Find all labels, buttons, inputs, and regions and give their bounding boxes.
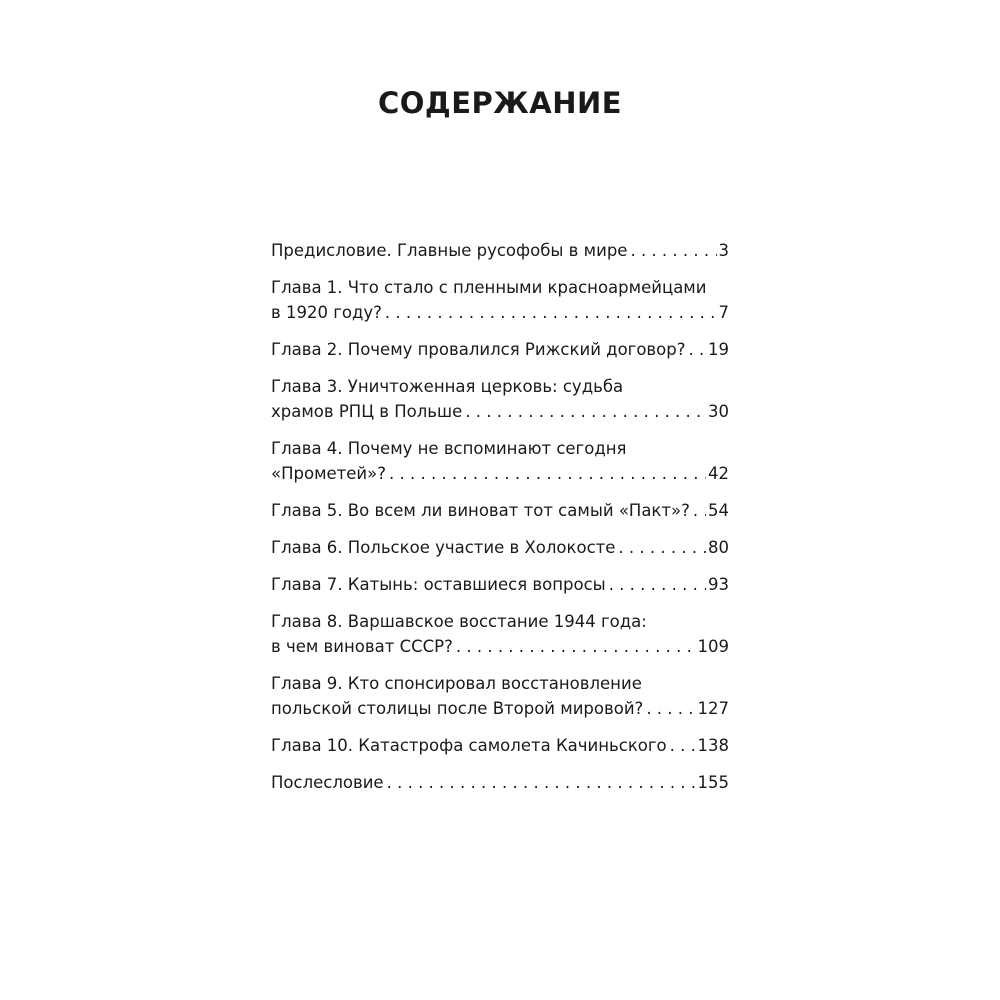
dot-leader — [389, 461, 706, 486]
dot-leader — [385, 300, 717, 325]
toc-entry-line — [271, 300, 729, 325]
dot-leader — [609, 572, 706, 597]
toc-entry-line — [271, 634, 729, 659]
page-number: 54 — [708, 501, 729, 520]
toc-entry — [271, 238, 729, 263]
toc-entry-text: Послесловие — [271, 773, 384, 792]
toc-entry-line — [271, 572, 729, 597]
page-number: 93 — [708, 575, 729, 594]
toc-entry-line — [271, 238, 729, 263]
toc-entry — [271, 498, 729, 523]
toc-entry-line — [271, 374, 729, 399]
toc-entry-text: Глава 4. Почему не вспоминают сегодня — [271, 439, 627, 458]
page-number: 127 — [697, 699, 729, 718]
toc-entry — [271, 770, 729, 795]
toc-entry — [271, 436, 729, 486]
toc-entry-text: Глава 2. Почему провалился Рижский договор? — [271, 340, 686, 359]
toc-entry-text: храмов РПЦ в Польше — [271, 402, 463, 421]
toc-entry-text: Глава 7. Катынь: оставшиеся вопросы — [271, 575, 606, 594]
toc-entry — [271, 671, 729, 721]
dot-leader — [630, 238, 716, 263]
toc-entry-text: в 1920 году? — [271, 303, 382, 322]
toc-entry-text: Предисловие. Главные русофобы в мире — [271, 241, 628, 260]
toc-entry-text: Глава 6. Польское участие в Холокосте — [271, 538, 616, 557]
toc-entry — [271, 535, 729, 560]
page-number: 155 — [697, 773, 729, 792]
toc-entry-line — [271, 399, 729, 424]
toc-entry-line — [271, 535, 729, 560]
page-number: 138 — [697, 736, 729, 755]
toc-entry-line — [271, 461, 729, 486]
toc-entry-line — [271, 770, 729, 795]
page-number: 30 — [708, 402, 729, 421]
toc-entry-line — [271, 609, 729, 634]
page-title: СОДЕРЖАНИЕ — [377, 86, 623, 120]
toc-entry-line — [271, 436, 729, 461]
page-number: 80 — [708, 538, 729, 557]
toc-entry-text: Глава 1. Что стало с пленными красноармейцами — [271, 278, 707, 297]
toc-entry-text: Глава 5. Во всем ли виноват тот самый «Пакт»? — [271, 501, 690, 520]
toc-entry — [271, 572, 729, 597]
toc-entry-text: польской столицы после Второй мировой? — [271, 699, 644, 718]
toc-entry-line — [271, 498, 729, 523]
dot-leader — [693, 498, 706, 523]
page-number: 109 — [697, 637, 729, 656]
dot-leader — [465, 399, 706, 424]
toc-entry-text: «Прометей»? — [271, 464, 387, 483]
toc-entry-text: Глава 3. Уничтоженная церковь: судьба — [271, 377, 624, 396]
dot-leader — [688, 337, 706, 362]
page-number: 7 — [718, 303, 729, 322]
toc-entry — [271, 733, 729, 758]
toc-entry-text: Глава 8. Варшавское восстание 1944 года: — [271, 612, 647, 631]
toc-entry-line — [271, 671, 729, 696]
dot-leader — [387, 770, 696, 795]
dot-leader — [670, 733, 696, 758]
dot-leader — [456, 634, 696, 659]
toc-entry-text: Глава 9. Кто спонсировал восстановление — [271, 674, 642, 693]
toc-entry-line — [271, 337, 729, 362]
page-number: 3 — [718, 241, 729, 260]
toc-entry — [271, 374, 729, 424]
toc-entry — [271, 609, 729, 659]
dot-leader — [618, 535, 706, 560]
toc-entry-text: Глава 10. Катастрофа самолета Качиньского — [271, 736, 667, 755]
toc-entry — [271, 275, 729, 325]
table-of-contents — [271, 238, 729, 807]
toc-entry-line — [271, 275, 729, 300]
toc-entry — [271, 337, 729, 362]
page-number: 19 — [708, 340, 729, 359]
toc-entry-text: в чем виноват СССР? — [271, 637, 453, 656]
dot-leader — [646, 696, 695, 721]
toc-entry-line — [271, 733, 729, 758]
page-number: 42 — [708, 464, 729, 483]
toc-entry-line — [271, 696, 729, 721]
